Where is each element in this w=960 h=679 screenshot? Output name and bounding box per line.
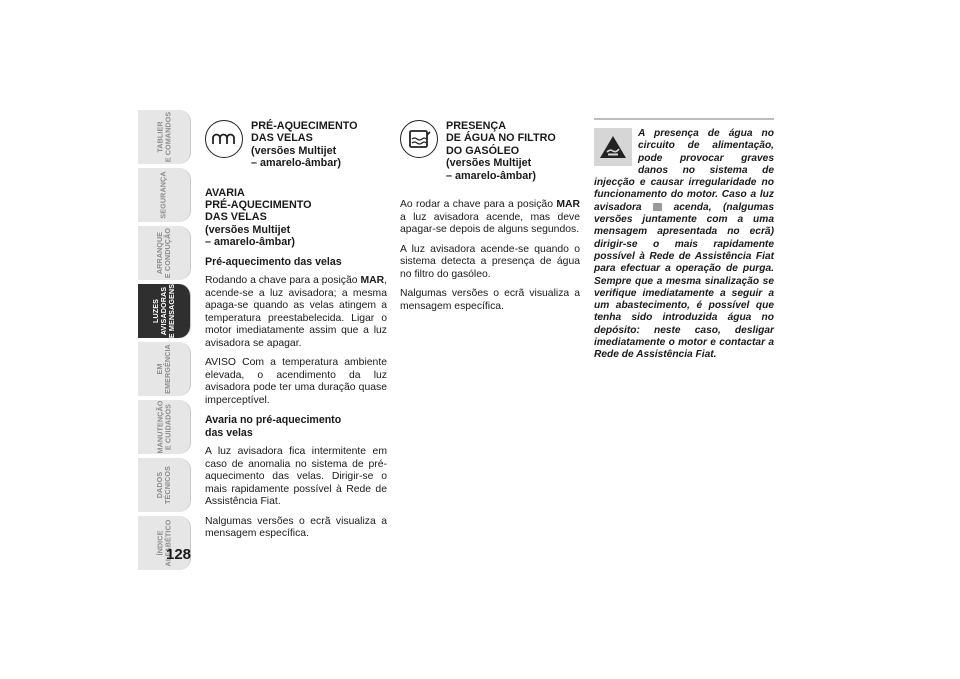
paragraph: Rodando a chave para a posição MAR, acende-se a luz avisadora; a mesma apaga-se quando as velas atingem a temperatura preestabelecida. Ligar o motor imediatamente assim que a luz avisadora se apagar. (205, 275, 387, 349)
tab-tablier-e-comandos[interactable] (138, 110, 191, 164)
water-heading-block (400, 120, 580, 189)
tab-manutencao-e-cuidados[interactable] (138, 400, 191, 454)
tab-label: LUZES AVISADORAS E MENSAGENS (151, 283, 176, 339)
section-title: Pré-aquecimento das velas (205, 255, 342, 268)
tab-label: MANUTENÇÃO E CUIDADOS (155, 400, 172, 454)
paragraph: AVISO Com a temperatura ambiente elevada, o acendimento da luz avisadora pode ter uma duração quase imperceptível. (205, 357, 387, 406)
paragraph: Nalgumas versões o ecrã visualiza a mensagem específica. (400, 288, 580, 312)
tab-label: ÍNDICE ALFABÉTICO (154, 519, 172, 567)
column-water-in-fuel (400, 120, 580, 320)
tab-em-emergencia[interactable] (138, 342, 191, 396)
column-glow-plug (205, 120, 387, 548)
tab-label: EM EMERGÊNCIA (154, 344, 172, 394)
paragraph: Nalgumas versões o ecrã visualiza a mensagem específica. (205, 515, 387, 540)
glow-plug-icon (205, 120, 243, 158)
tab-dados-tecnicos[interactable] (138, 458, 191, 512)
tab-luzes-avisadoras[interactable] (138, 284, 191, 338)
column-warning-note (594, 118, 774, 369)
tab-seguranca[interactable] (138, 168, 191, 222)
water-in-fuel-icon (653, 203, 662, 211)
water-in-fuel-icon (400, 120, 438, 158)
glow-plug-heading-block (205, 120, 387, 177)
section-title: Avaria no pré-aquecimento das velas (205, 414, 342, 439)
tab-arranque-e-conducao[interactable] (138, 226, 191, 280)
tab-label: ARRANQUE E CONDUÇÃO (155, 227, 172, 279)
page-number: 128 (166, 546, 192, 563)
paragraph: A luz avisadora fica intermitente em caso de anomalia no sistema de pré-aquecimento das velas. Dirigir-se o mais rapidamente possível à Rede de Assistência Fiat. (205, 446, 387, 508)
water-in-fuel-title: PRESENÇA DE ÁGUA NO FILTRO DO GASÓLEO (versões Multijet – amarelo-âmbar) (446, 120, 556, 182)
warning-note-text: A presença de água no circuito de alimentação, pode provocar graves danos no sistema de injecção e causar irregularidade no funcionamento do motor. Caso a luz avisadora acenda, (nalgumas versões juntamente com a uma mensagem apresentada no ecrã) dirigir-se o mais rapidamente possível à Rede de Assistência Fiat para efectuar a operação de purga. Sempre que a mesma sinalização se verifique imediatamente a seguir a um abastecimento, é possível que tenha sido introduzida água no depósito: neste caso, desligar imediatamente o motor e contactar a Rede de Assistência Fiat. (594, 128, 774, 361)
warning-note (594, 118, 774, 362)
tab-label: TABLIER E COMANDOS (155, 111, 172, 163)
paragraph: Ao rodar a chave para a posição MAR a luz avisadora acende, mas deve apagar-se depois de alguns segundos. (400, 199, 580, 236)
tab-label: SEGURANÇA (158, 171, 168, 219)
warning-triangle-icon (594, 128, 632, 166)
paragraph: A luz avisadora acende-se quando o sistema detecta a presença de água no filtro do gasóleo. (400, 243, 580, 280)
glow-plug-title: PRÉ-AQUECIMENTO DAS VELAS (versões Multijet – amarelo-âmbar) (251, 120, 358, 170)
tab-label: DADOS TÉCNICOS (154, 466, 172, 504)
glow-plug-failure-title: AVARIA PRÉ-AQUECIMENTO DAS VELAS (versões Multijet – amarelo-âmbar) (205, 186, 312, 249)
